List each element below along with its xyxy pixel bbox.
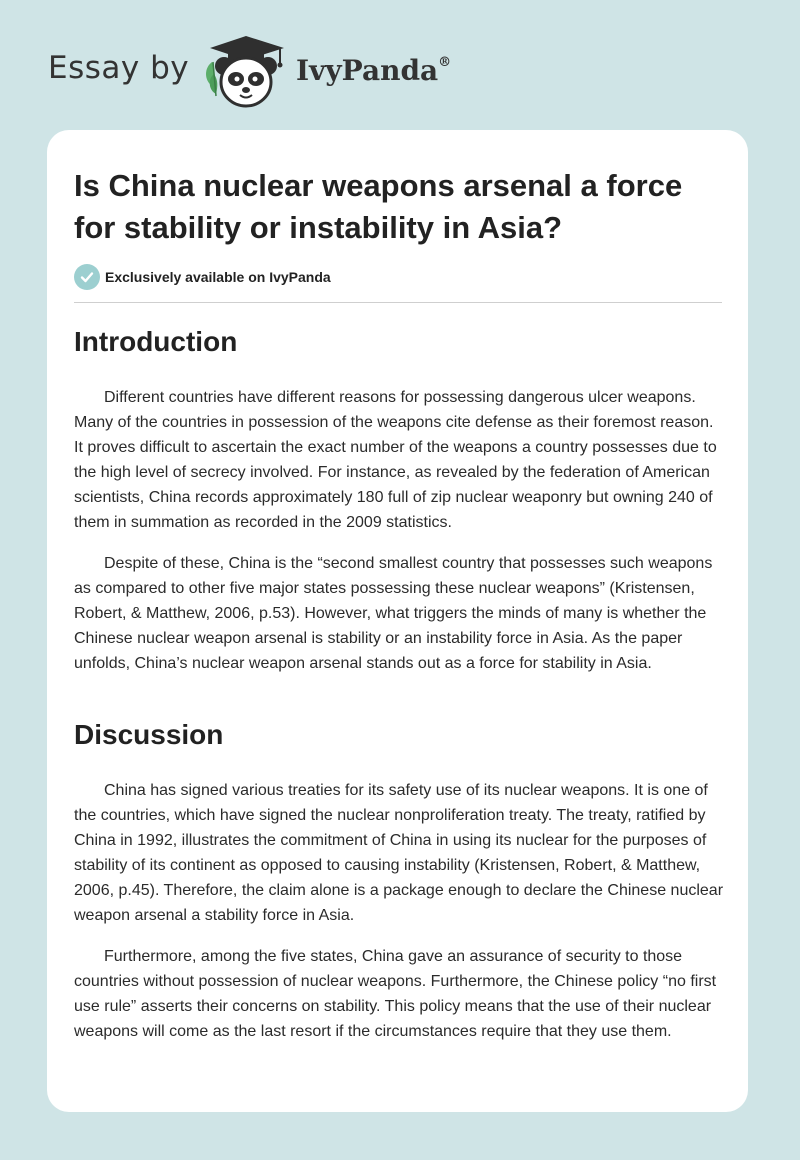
brand-name: IvyPanda [296, 54, 439, 87]
divider [74, 302, 722, 303]
badge-label: Exclusively available on IvyPanda [105, 269, 331, 285]
paragraph: Different countries have different reasons for possessing dangerous ulcer weapons. Many of the countries in possession of the weapons cite defense as their foremost reason. It proves difficult to ascertain the exact number of the weapons a country possesses due to the high level of secrecy involved. For instance, as revealed by the federation of American scientists, China records approximately 180 full of zip nuclear weaponry but owning 240 of them in summation as recorded in the 2009 statistics. [74, 389, 717, 531]
panda-mascot-icon[interactable] [200, 34, 292, 110]
brand-logo[interactable] [296, 54, 451, 87]
essay-by-label: Essay by [48, 50, 190, 86]
essay-title: Is China nuclear weapons arsenal a force for stability or instability in Asia? [74, 168, 683, 245]
section-heading-introduction: Introduction [74, 326, 238, 357]
paragraph: China has signed various treaties for its safety use of its nuclear weapons. It is one of the countries, which have signed the nuclear nonproliferation treaty. The treaty, ratified by China in 1992, illustrates the commitment of China in using its nuclear for the purposes of stability of its continent as opposed to causing instability (Kristensen, Robert, & Matthew, 2006, p.45). Therefore, the claim alone is a package enough to declare the Chinese nuclear weapon arsenal a stability force in Asia. [74, 782, 724, 924]
essay-card [47, 130, 748, 1112]
paragraph: Furthermore, among the five states, China gave an assurance of security to those countries without possession of nuclear weapons. Furthermore, the Chinese policy “no first use rule” asserts their concerns on stability. This policy means that the use of their nuclear weapons will come as the last resort if the circumstances require that they use them. [74, 948, 717, 1040]
check-icon [74, 264, 100, 290]
registered-mark: ® [438, 54, 452, 70]
paragraph: Despite of these, China is the “second smallest country that possesses such weapons as compared to other five major states possessing these nuclear weapons” (Kristensen, Robert, & Matthew, 2006, p.53). However, what triggers the minds of many is whether the Chinese nuclear weapon arsenal is stability or an instability force in Asia. As the paper unfolds, China’s nuclear weapon arsenal stands out as a force for stability in Asia. [74, 555, 713, 672]
exclusive-badge [74, 264, 331, 290]
section-heading-discussion: Discussion [74, 719, 224, 750]
site-header [0, 0, 800, 128]
